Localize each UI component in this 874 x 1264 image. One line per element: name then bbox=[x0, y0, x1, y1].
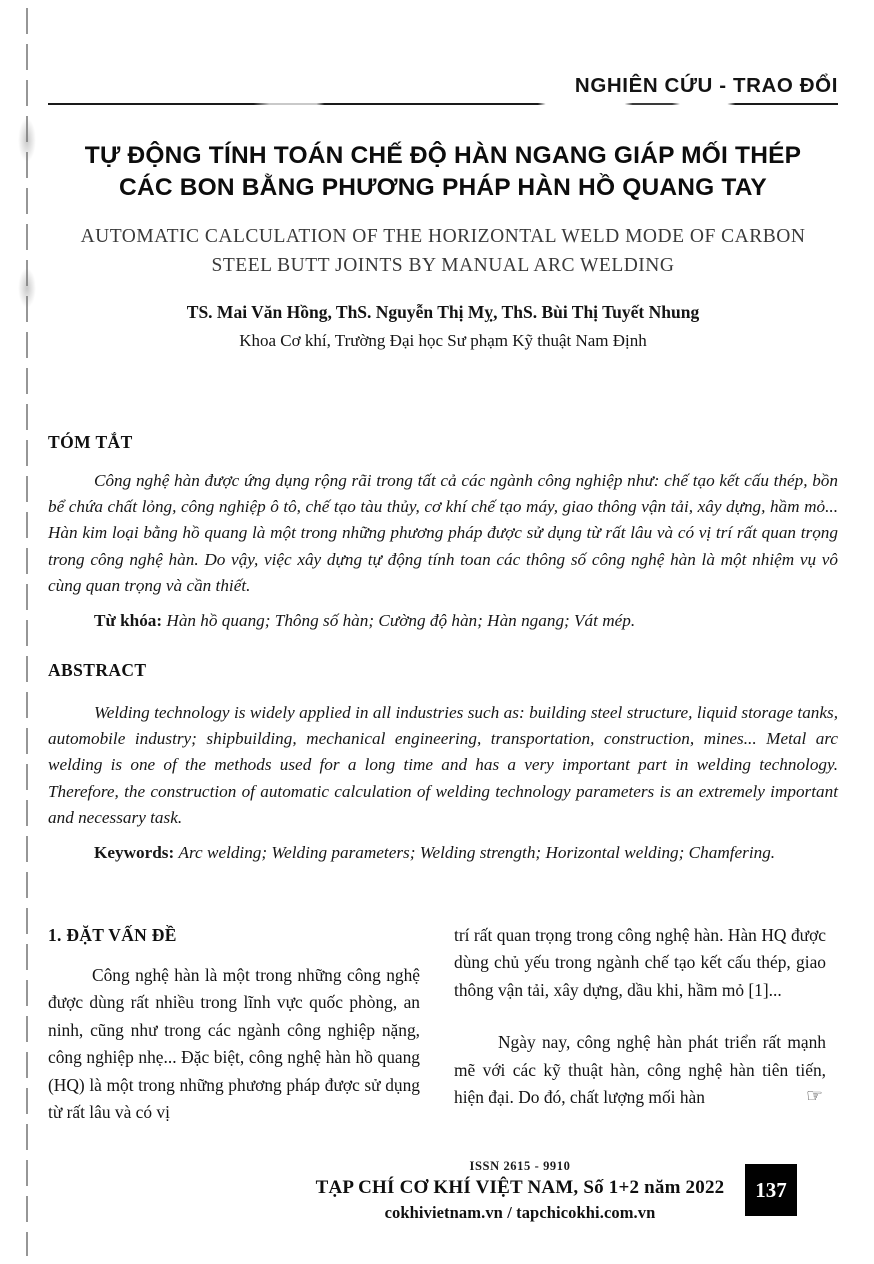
author-list bbox=[57, 300, 829, 325]
page-title-en-line1: AUTOMATIC CALCULATION OF THE HORIZONTAL WELD MODE OF CARBON bbox=[80, 226, 806, 247]
keywords-en-value: Arc welding; Welding parameters; Welding strength; Horizontal welding; Chamfering. bbox=[178, 843, 776, 862]
abstract-en-body bbox=[48, 700, 838, 831]
page-title-en-line2: STEEL BUTT JOINTS BY MANUAL ARC WELDING bbox=[211, 255, 675, 276]
author-affiliation: Khoa Cơ khí, Trường Đại học Sư phạm Kỹ thuật Nam Định bbox=[239, 331, 647, 350]
abstract-vi-heading: TÓM TẮT bbox=[48, 432, 133, 452]
scan-edge-artifact bbox=[26, 8, 28, 1256]
body-paragraph: trí rất quan trọng trong công nghệ hàn. Hàn HQ được dùng chủ yếu trong ngành chế tạo kết cấu thép, giao thông vận tải, xây dựng, dầu khi, hầm mỏ [1]... bbox=[454, 925, 826, 1000]
abstract-en-heading: ABSTRACT bbox=[48, 660, 147, 680]
keywords-en-label: Keywords: bbox=[94, 843, 175, 862]
keywords-vi-value: Hàn hồ quang; Thông số hàn; Cường độ hàn; Hàn ngang; Vát mép. bbox=[166, 611, 636, 630]
page-title-vi bbox=[57, 140, 829, 204]
journal-title: TẠP CHÍ CƠ KHÍ VIỆT NAM, Số 1+2 năm 2022 bbox=[315, 1177, 725, 1198]
pointing-hand-icon: ☞ bbox=[806, 1086, 824, 1107]
running-head bbox=[48, 74, 838, 108]
page-footer bbox=[300, 1158, 740, 1225]
scan-smudge-artifact bbox=[18, 118, 36, 162]
keywords-en bbox=[48, 840, 838, 866]
page-title-vi-line2: CÁC BON BẰNG PHƯƠNG PHÁP HÀN HỒ QUANG TAY bbox=[119, 174, 767, 201]
section-heading-1: 1. ĐẶT VẤN ĐỀ bbox=[48, 925, 177, 945]
issn-text: ISSN 2615 - 9910 bbox=[469, 1159, 571, 1173]
author-names: TS. Mai Văn Hồng, ThS. Nguyễn Thị Mỵ, ThS. Bùi Thị Tuyết Nhung bbox=[186, 302, 700, 322]
page-number-badge: 137 bbox=[745, 1164, 797, 1216]
keywords-vi bbox=[48, 608, 838, 634]
abstract-vi-paragraph: Công nghệ hàn được ứng dụng rộng rãi trong tất cả các ngành công nghiệp như: chế tạo kết cấu thép, bồn bể chứa chất lỏng, công nghiệp ô tô, chế tạo tàu thủy, cơ khí chế tạo máy, giao thông vận tải, xây dựng, hầm mỏ... Hàn kim loại bằng hồ quang là một trong những phương pháp được sử dụng từ rất lâu và có vị trí rất quan trọng trong công nghệ hàn. Do vậy, việc xây dựng tự động tính toan các thông số công nghệ hàn là một nhiệm vụ vô cùng quan trọng và cần thiết. bbox=[48, 471, 838, 595]
page-title-en bbox=[57, 222, 829, 280]
running-head-text: NGHIÊN CỨU - TRAO ĐỔI bbox=[574, 74, 838, 97]
abstract-en-paragraph: Welding technology is widely applied in all industries such as: building steel structure, liquid storage tanks, automobile industry; shipbuilding, mechanical engineering, transportation, construction, mines... Metal arc welding is one of the methods used for a long time and has a very important part in welding technology. Therefore, the construction of automatic calculation of welding technology parameters is an extremely important and necessary task. bbox=[48, 703, 838, 827]
journal-website: cokhivietnam.vn / tapchicokhi.com.vn bbox=[384, 1203, 656, 1222]
body-column-left bbox=[48, 962, 420, 1126]
body-column-right bbox=[454, 922, 826, 1111]
page-title-vi-line1: TỰ ĐỘNG TÍNH TOÁN CHẾ ĐỘ HÀN NGANG GIÁP MỐI THÉP bbox=[84, 142, 802, 169]
body-paragraph: Công nghệ hàn là một trong những công nghệ được dùng rất nhiều trong lĩnh vực quốc phòng, an ninh, cũng như trong các ngành công nghiệp nặng, công nghiệp nhẹ... Đặc biệt, công nghệ hàn hồ quang (HQ) là một trong những phương pháp được sử dụng từ rất lâu và có vị bbox=[48, 965, 420, 1123]
body-paragraph: Ngày nay, công nghệ hàn phát triển rất mạnh mẽ với các kỹ thuật hàn, công nghệ hàn tiên tiến, hiện đại. Do đó, chất lượng mối hàn bbox=[454, 1032, 826, 1108]
keywords-vi-label: Từ khóa: bbox=[94, 611, 163, 630]
scan-smudge-artifact bbox=[18, 268, 36, 308]
abstract-vi-body bbox=[48, 468, 838, 599]
running-head-rule bbox=[48, 103, 838, 105]
